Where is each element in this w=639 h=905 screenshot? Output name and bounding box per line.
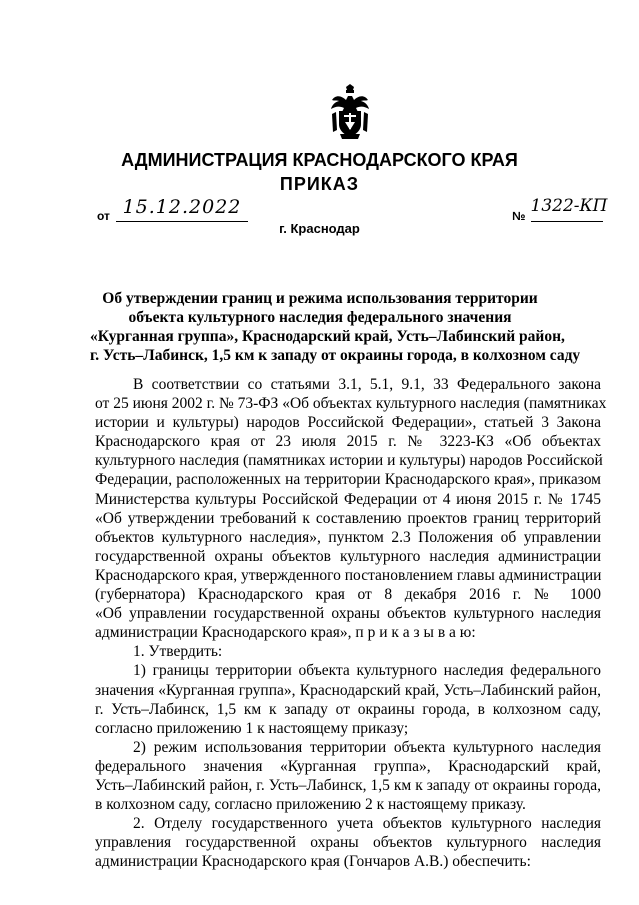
order-body — [95, 375, 607, 871]
body-line: (губернатора) Краснодарского края от 8 декабря 2016 г. № 1000 — [95, 586, 601, 604]
date-prefix-label: от — [97, 209, 110, 223]
title-line: объекта культурного наследия федерального значения — [128, 309, 512, 326]
body-line: 2. Отделу государственного учета объектов культурного наследия — [133, 815, 601, 833]
body-line: значения «Курганная группа», Краснодарский край, Усть–Лабинский район, — [95, 681, 601, 699]
body-line: 2) режим использования территории объекта культурного наследия — [133, 738, 601, 756]
number-prefix-label: № — [512, 209, 526, 223]
body-line: В соответствии со статьями 3.1, 5.1, 9.1, 33 Федерального закона — [133, 376, 601, 393]
city-label: г. Краснодар — [279, 221, 360, 236]
organization-title: АДМИНИСТРАЦИЯ КРАСНОДАРСКОГО КРАЯ — [121, 150, 518, 170]
body-line: Министерства культуры Российской Федерации от 4 июня 2015 г. № 1745 — [95, 490, 601, 508]
body-line: 1. Утвердить: — [133, 643, 223, 661]
body-line: федерального значения «Курганная группа», Краснодарский край, — [95, 757, 601, 775]
handwritten-number: 1322-КП — [530, 196, 608, 216]
body-line: «Об утверждении требований к составлению проектов границ территорий — [95, 509, 601, 527]
body-line: г. Усть–Лабинск, 1,5 км к западу от окраины города, в колхозном саду, — [95, 700, 601, 718]
body-line: администрации Краснодарского края (Гончаров А.В.) обеспечить: — [95, 853, 531, 871]
body-line: управления государственной охраны объектов культурного наследия — [95, 834, 601, 852]
body-line: «Об управлении государственной охраны объектов культурного наследия — [95, 605, 601, 623]
title-line: Об утверждении границ и режима использования территории — [102, 290, 538, 307]
body-line: Краснодарского края, утвержденного постановлением главы администрации — [95, 566, 602, 584]
title-line: г. Усть–Лабинск, 1,5 км к западу от окраины города, в колхозном саду — [90, 347, 581, 364]
body-line: культурного наследия (памятниках истории и культуры) народов Российской — [95, 452, 603, 470]
body-line: 1) границы территории объекта культурного наследия федерального — [133, 662, 601, 680]
order-title — [90, 289, 581, 365]
title-line: «Курганная группа», Краснодарский край, Усть–Лабинский район, — [90, 328, 565, 345]
body-line: Усть–Лабинский район, г. Усть–Лабинск, 1,5 км к западу от окраины города, — [95, 776, 601, 794]
body-line: в колхозном саду, согласно приложению 2 к настоящему приказу. — [95, 796, 526, 814]
body-line: Федерации, расположенных на территории Краснодарского края», приказом — [95, 471, 601, 489]
body-line: администрации Краснодарского края», п р и к а з ы в а ю: — [95, 624, 476, 642]
body-line: Краснодарского края от 23 июля 2015 г. № 3223-КЗ «Об объектах — [95, 433, 601, 451]
body-line: объектов культурного наследия», пунктом 2.3 Положения об управлении — [95, 528, 601, 546]
document-type: ПРИКАЗ — [279, 174, 360, 194]
body-line: от 25 июня 2002 г. № 73-ФЗ «Об объектах культурного наследия (памятниках — [95, 395, 607, 413]
body-line: истории и культуры) народов Российской Федерации», статьей 3 Закона — [95, 414, 601, 432]
handwritten-date: 15.12.2022 — [122, 196, 242, 218]
krasnodar-coat-of-arms-emblem — [324, 84, 376, 140]
body-line: согласно приложению 1 к настоящему приказу; — [95, 719, 409, 737]
body-line: государственной охраны объектов культурного наследия администрации — [95, 547, 601, 565]
